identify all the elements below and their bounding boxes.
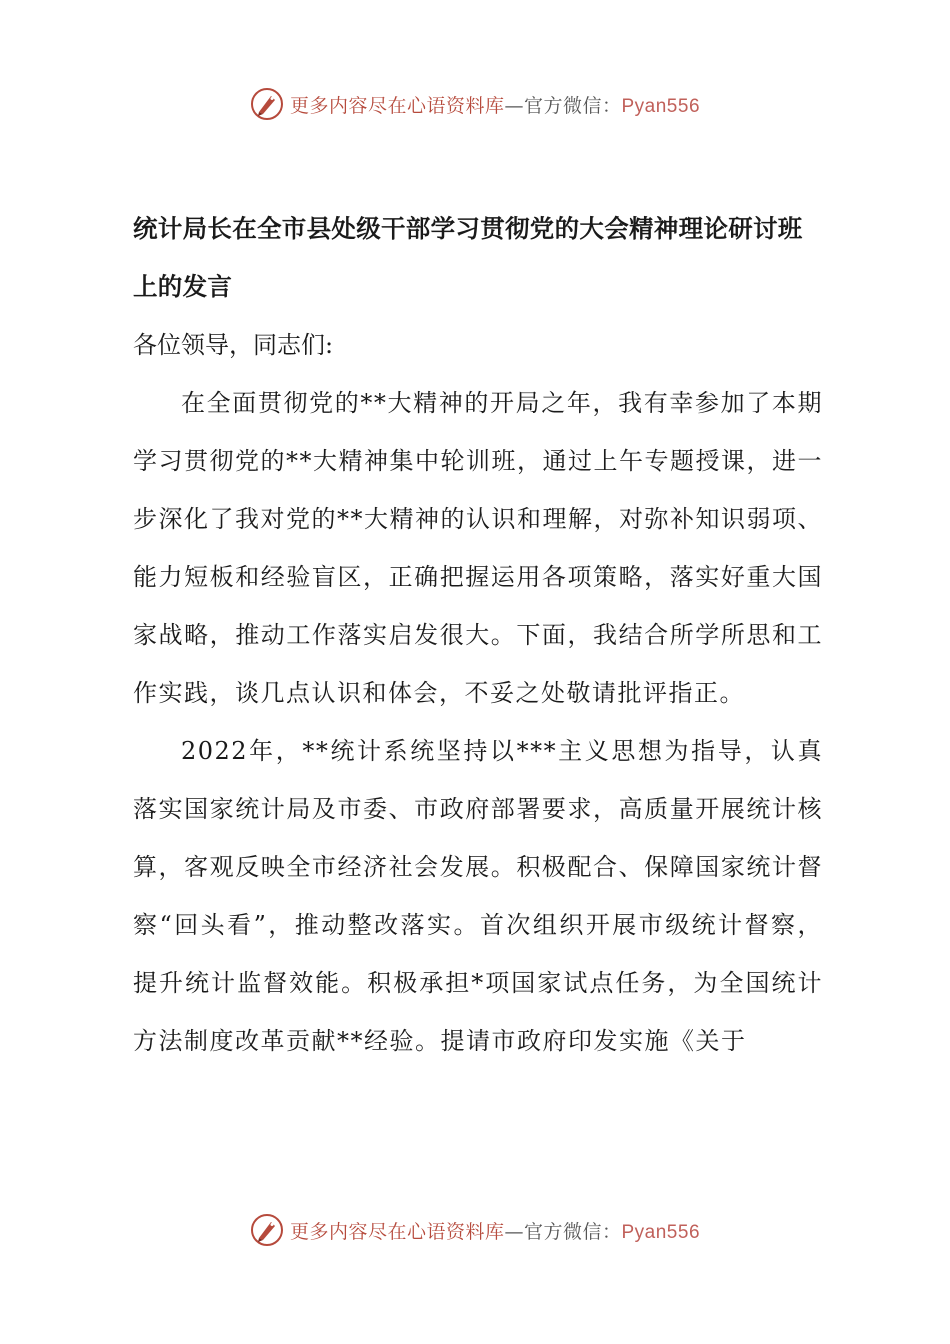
- paragraph-1: 在全面贯彻党的**大精神的开局之年，我有幸参加了本期学习贯彻党的**大精神集中轮训班，通过上午专题授课，进一步深化了我对党的**大精神的认识和理解，对弥补知识弱项、能力短板和经验盲区，正确把握运用各项策略，落实好重大国家战略，推动工作落实启发很大。下面，我结合所学所思和工作实践，谈几点认识和体会，不妥之处敬请批评指正。: [133, 389, 823, 707]
- pen-nib-logo-icon: [250, 1213, 284, 1247]
- salutation: 各位领导，同志们:: [133, 331, 334, 359]
- document-title: 统计局长在全市县处级干部学习贯彻党的大会精神理论研讨班上的发言: [133, 214, 803, 301]
- document-body: [133, 200, 823, 1070]
- watermark-header: [0, 82, 950, 126]
- watermark-text-main: 更多内容尽在心语资料库: [289, 94, 505, 117]
- pen-nib-logo-icon: [250, 87, 284, 121]
- watermark-text-main: 更多内容尽在心语资料库: [289, 1220, 505, 1243]
- watermark-text-mid: —官方微信：: [504, 94, 622, 117]
- paragraph-2: 2022年，**统计系统坚持以***主义思想为指导，认真落实国家统计局及市委、市政府部署要求，高质量开展统计核算，客观反映全市经济社会发展。积极配合、保障国家统计督察“回头看”，推动整改落实。首次组织开展市级统计督察，提升统计监督效能。积极承担*项国家试点任务，为全国统计方法制度改革贡献**经验。提请市政府印发实施《关于: [133, 737, 823, 1055]
- watermark-text-mid: —官方微信：: [504, 1220, 622, 1243]
- watermark-wechat-id: Pyan556: [621, 1221, 701, 1243]
- watermark-footer: [0, 1208, 950, 1252]
- watermark-wechat-id: Pyan556: [621, 95, 701, 117]
